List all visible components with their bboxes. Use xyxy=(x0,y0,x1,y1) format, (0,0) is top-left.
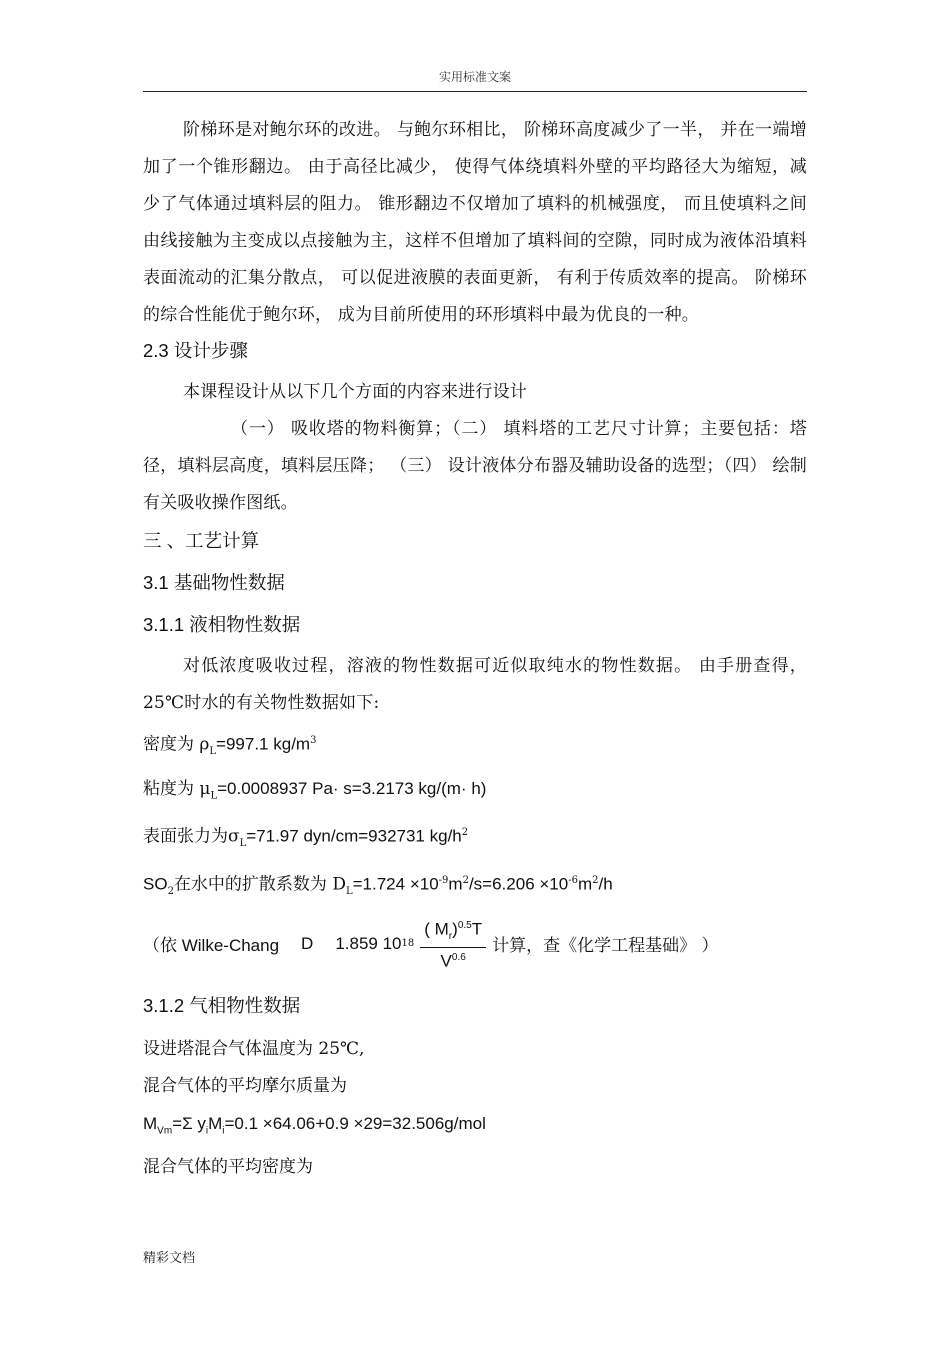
surface-tension-superscript: 2 xyxy=(461,827,469,839)
molar-mass-sub-i-2: i xyxy=(222,1124,225,1136)
formula-coefficient: 1.859 10 xyxy=(335,933,402,953)
diffusion-subscript: L xyxy=(345,886,353,898)
diffusion-species: SO xyxy=(143,875,168,895)
molar-mass-m: M xyxy=(143,1113,158,1133)
intro-paragraph: 阶梯环是对鲍尔环的改进。 与鲍尔环相比， 阶梯环高度减少了一半， 并在一端增加了一个锥形翻边。 由于高径比减少， 使得气体绕填料外壁的平均路径大为缩短，减少了气体通过填料层的阻力。 锥形翻边不仅增加了填料的机械强度， 而且使填料之间由线接触为主变成以点接触为主，这样不但增加了填料间的空隙，同时成为液体沿填料表面流动的汇集分散点， 可以促进液膜的表面更新， 有利于传质效率的提高。 阶梯环的综合性能优于鲍尔环， 成为目前所使用的环形填料中最为优良的一种。 xyxy=(143,120,807,325)
molar-mass-value: =0.1 ×64.06+0.9 ×29=32.506g/mol xyxy=(224,1113,486,1133)
gas-density-intro: 混合气体的平均密度为 xyxy=(143,1156,313,1177)
density-line xyxy=(143,722,807,770)
surface-tension-value: =71.97 dyn/cm=932731 kg/h xyxy=(246,827,462,847)
diffusion-unit-1-sup: 2 xyxy=(462,875,469,887)
diffusion-value-2: /s=6.206 ×10 xyxy=(468,875,569,895)
viscosity-line xyxy=(143,770,807,814)
formula-prefix: （依 Wilke-Chang xyxy=(143,936,280,956)
density-value: =997.1 kg/m xyxy=(216,734,311,754)
numerator-t: T xyxy=(471,919,483,939)
viscosity-label: 粘度为 μ xyxy=(143,779,211,800)
diffusion-line xyxy=(143,862,807,910)
numerator-paren: ) xyxy=(452,919,458,939)
numerator-exponent: 0.5 xyxy=(457,919,472,931)
denominator-v: V xyxy=(440,951,452,971)
page-footer: 精彩文档 xyxy=(143,1251,196,1266)
diffusion-unit-2: m xyxy=(577,875,593,895)
molar-mass-equation xyxy=(143,1105,807,1149)
section-2-3-heading: 2.3 设计步骤 xyxy=(143,340,248,361)
wilke-chang-formula xyxy=(143,919,807,971)
diffusion-exponent-1: -9 xyxy=(438,875,449,887)
surface-tension-line xyxy=(143,814,807,862)
formula-coefficient-exponent: 18 xyxy=(401,938,415,950)
diffusion-unit-1: m xyxy=(448,875,463,895)
gas-temperature-line: 设进塔混合气体温度为 25℃, xyxy=(143,1038,365,1059)
molar-mass-sum: =Σ y xyxy=(172,1113,206,1133)
formula-d: D xyxy=(301,933,314,953)
density-superscript: 3 xyxy=(310,735,317,746)
section-2-3-paragraph-2: （一） 吸收塔的物料衡算；（二） 填料塔的工艺尺寸计算；主要包括：塔径，填料层高度，填料层压降； （三） 设计液体分布器及辅助设备的选型；（四） 绘制有关吸收操作图纸。 xyxy=(143,419,807,513)
liquid-property-intro: 对低浓度吸收过程，溶液的物性数据可近似取纯水的物性数据。 由手册查得，25℃时水的有关物性数据如下: xyxy=(143,656,807,713)
section-2-3-paragraph-1: 本课程设计从以下几个方面的内容来进行设计 xyxy=(183,382,527,402)
diffusion-unit-2-sup: 2 xyxy=(592,875,599,887)
diffusion-value-1: =1.724 ×10 xyxy=(352,875,439,895)
section-3-1-2-heading: 3.1.2 气相物性数据 xyxy=(143,994,301,1016)
surface-tension-label: 表面张力为σ xyxy=(143,827,240,848)
density-label: 密度为 ρ xyxy=(143,734,210,755)
diffusion-unit-2-rest: /h xyxy=(598,875,613,895)
formula-fraction xyxy=(420,916,486,972)
formula-suffix: 计算，查《化学工程基础》 ） xyxy=(492,936,719,957)
formula-denominator xyxy=(441,948,466,972)
formula-numerator xyxy=(420,916,486,948)
header-divider xyxy=(143,91,807,92)
surface-tension-subscript: L xyxy=(239,838,247,850)
section-3-heading: 三 、工艺计算 xyxy=(143,530,260,551)
molar-mass-sub-i: i xyxy=(205,1124,209,1136)
diffusion-exponent-2: -6 xyxy=(568,875,578,887)
diffusion-label: 在水中的扩散系数为 D xyxy=(173,875,346,896)
viscosity-value: =0.0008937 Pa· s=3.2173 kg/(m· h) xyxy=(217,779,487,799)
molar-mass-sub-vm: Vm xyxy=(157,1124,173,1136)
numerator-sub: r xyxy=(448,930,453,942)
numerator-m: ( M xyxy=(424,919,449,939)
document-body xyxy=(143,112,807,1186)
molar-mass-intro: 混合气体的平均摩尔质量为 xyxy=(143,1075,347,1096)
page-header: 实用标准文案 xyxy=(438,70,511,84)
denominator-exponent: 0.6 xyxy=(451,951,466,963)
section-3-1-1-heading: 3.1.1 液相物性数据 xyxy=(143,614,301,635)
density-subscript: L xyxy=(209,746,217,758)
section-3-1-heading: 3.1 基础物性数据 xyxy=(143,572,285,593)
molar-mass-mi: M xyxy=(208,1113,223,1133)
diffusion-species-subscript: 2 xyxy=(167,886,174,898)
viscosity-subscript: L xyxy=(210,790,218,802)
